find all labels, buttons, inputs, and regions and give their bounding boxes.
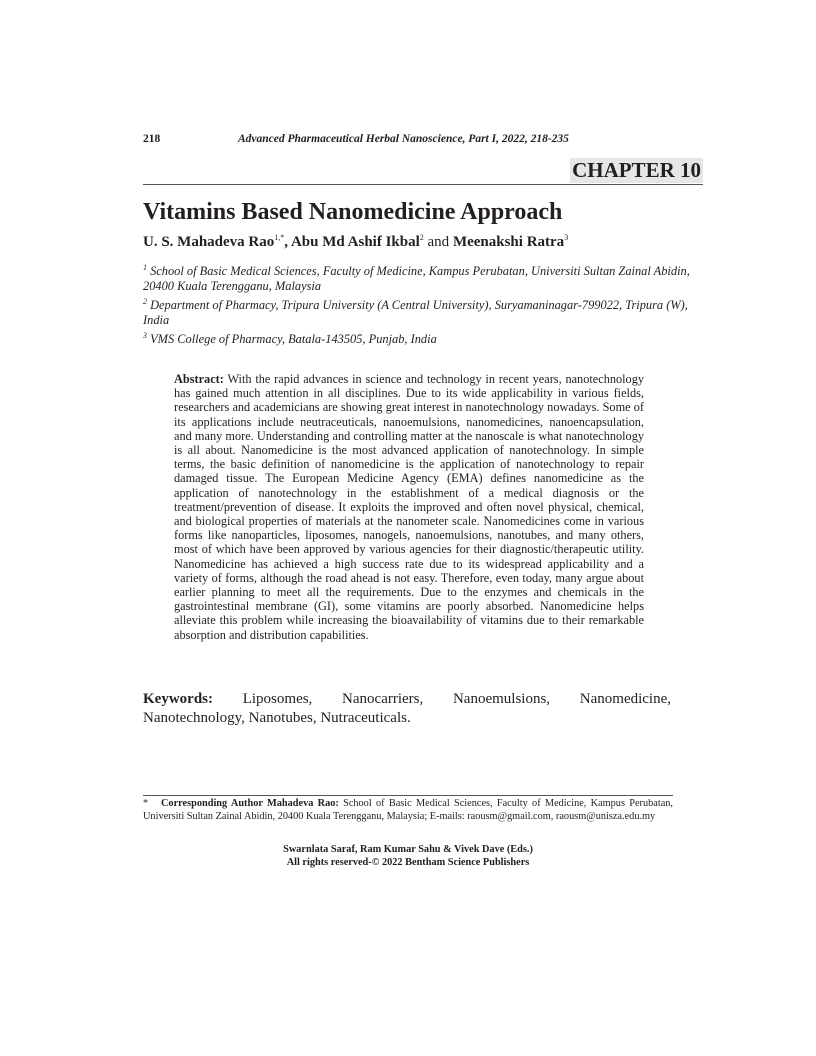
chapter-label: CHAPTER 10: [572, 158, 701, 182]
chapter-title: Vitamins Based Nanomedicine Approach: [143, 199, 563, 225]
page-number: 218: [143, 133, 161, 145]
running-header: Advanced Pharmaceutical Herbal Nanoscience, Part I, 2022, 218-235: [238, 133, 569, 145]
affiliation: $^1$ School of Basic Medical Sciences, Faculty of Medicine, Kampus Perubatan, Universiti Sultan Zainal Abidin, 20400 Kuala Terengganu, Malaysia: [143, 263, 690, 294]
author-name: Abu Md Ashif Ikbal: [290, 234, 420, 250]
footnote-rule: [143, 795, 673, 796]
author-name: U. S. Mahadeva Rao: [143, 234, 275, 250]
abstract-text: With the rapid advances in science and technology in recent years, nanotechnology has gained much attention in all disciplines. Due to its wide applicability in various fields, researchers and academicians are showing great interest in nanotechnology nowadays. Some of its applications include neutraceuticals, nanoemulsions, nanomedicines, nanoencapsulation, and many more. Understanding and controlling matter at the nanoscale is what nanotechnology is all about. Nanomedicine is the most advanced application of nanotechnology. In simple terms, the basic definition of nanomedicine is the application of nanotechnology to repair damaged tissue. The European Medicine Agency (EMA) defines nanomedicine as the application of nanotechnology in the establishment of a medical diagnosis or the treatment/prevention of disease. It exploits the improved and often novel physical, chemical, and biological properties of materials at the nanometer scale. Nanomedicines come in various forms like nanoparticles, liposomes, nanogels, nanoemulsions, nanotubes, and many others, most of which have been approved by various agencies for their diagnostic/therapeutic utility. Nanomedicine has achieved a high success rate due to its widespread applicability and a variety of forms, although the road ahead is not easy. Therefore, even today, many argue about earlier planning to meet all the requirements. Due to the enzymes and chemicals in the gastrointestinal membrane (GI), some vitamins are poorly absorbed. Nanomedicine helps alleviate this problem while increasing the bioavailability of vitamins due to their remarkable absorption and distribution capabilities.: [174, 372, 644, 642]
affiliation: $^2$ Department of Pharmacy, Tripura University (A Central University), Suryamaninagar-799022, Tripura (W), India: [143, 297, 688, 328]
copyright: All rights reserved-© 2022 Bentham Science Publishers: [286, 856, 530, 868]
affiliation: $^3$ VMS College of Pharmacy, Batala-143505, Punjab, India: [143, 331, 437, 347]
abstract: [174, 372, 644, 642]
author-name: Meenakshi Ratra: [452, 234, 565, 250]
footnote: * Corresponding Author Mahadeva Rao: School of Basic Medical Sciences, Faculty of Medicine, Kampus Perubatan, Universiti Sultan Zainal Abidin, 20400 Kuala Terengganu, Malaysia; E-mails: raousm@gmail.com, raousm@unisza.edu.my: [143, 798, 673, 822]
editors: Swarnlata Saraf, Ram Kumar Sahu & Vivek Dave (Eds.): [283, 844, 533, 855]
header-rule: [143, 184, 703, 185]
keywords-text: Liposomes, Nanocarriers, Nanoemulsions, Nanomedicine, Nanotechnology, Nanotubes, Nutraceuticals.: [143, 691, 671, 726]
abstract-label: Abstract:: [174, 372, 224, 386]
authors: U. S. Mahadeva Rao$^{1,*}$, Abu Md Ashif Ikbal$^2$ and Meenakshi Ratra$^3$: [143, 233, 569, 250]
publisher-info: [143, 844, 673, 869]
keywords-label: Keywords:: [143, 691, 213, 707]
keywords: [143, 690, 671, 727]
